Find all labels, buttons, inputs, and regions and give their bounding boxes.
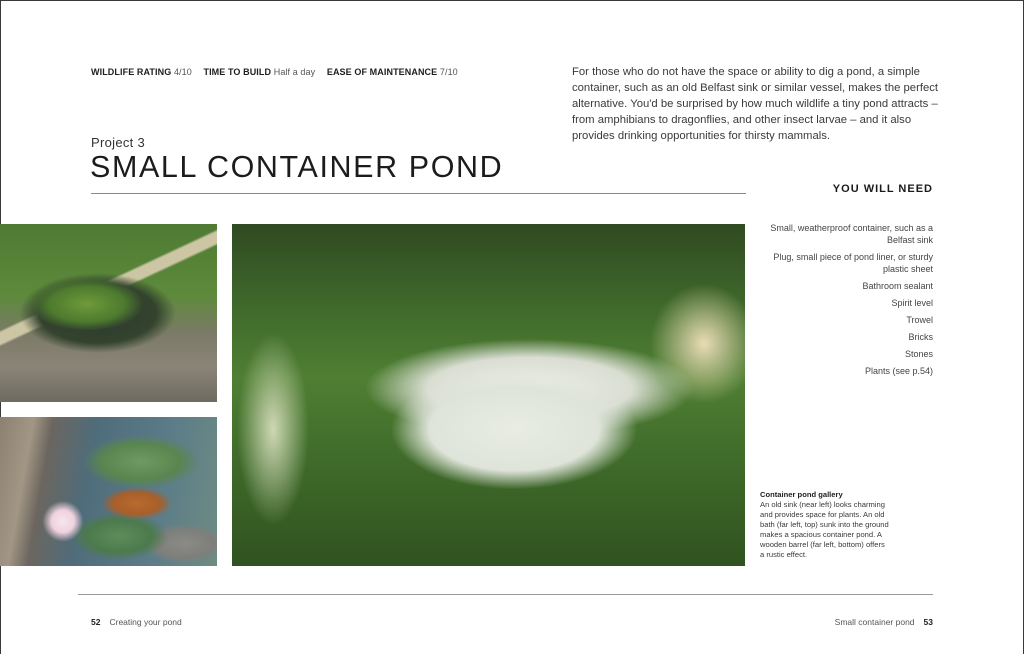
photo-caption bbox=[760, 490, 890, 560]
photo-barrel-pond bbox=[0, 417, 217, 566]
you-will-need-heading: YOU WILL NEED bbox=[832, 183, 933, 195]
stat-label-time: TIME TO BUILD bbox=[203, 67, 272, 77]
page-number-left: 52 bbox=[91, 617, 101, 627]
footer-divider bbox=[78, 594, 933, 595]
list-item: Stones bbox=[904, 349, 933, 359]
project-number: Project 3 bbox=[91, 135, 146, 150]
list-item: Small, weatherproof container, such as a Belfast sink bbox=[770, 223, 933, 245]
list-item: Spirit level bbox=[891, 298, 933, 308]
stat-value-time: Half a day bbox=[273, 67, 316, 77]
list-item: Bricks bbox=[908, 332, 933, 342]
stat-value-wildlife: 4/10 bbox=[173, 67, 192, 77]
caption-body: An old sink (near left) looks charming and provides space for plants. An old bath (far left, top) sunk into the ground makes a spacious container pond. A wooden barrel (far left, bottom) offers a rustic effect. bbox=[760, 500, 889, 559]
caption-title: Container pond gallery bbox=[760, 490, 843, 499]
list-item: Trowel bbox=[906, 315, 933, 325]
title-divider bbox=[91, 193, 746, 194]
project-stats bbox=[91, 67, 467, 77]
page-number-right: 53 bbox=[923, 617, 933, 627]
running-head-left: Creating your pond bbox=[109, 617, 182, 627]
footer-right bbox=[835, 617, 933, 627]
intro-paragraph: For those who do not have the space or ability to dig a pond, a simple container, such as an old Belfast sink or similar vessel, makes the perfect alternative. You'd be surprised by how much wildlife a tiny pond attracts – from amphibians to dragonflies, and other insect larvae – and it also provides drinking opportunities for thirsty mammals. bbox=[572, 66, 939, 142]
stat-value-maintenance: 7/10 bbox=[439, 67, 458, 77]
stat-label-wildlife: WILDLIFE RATING bbox=[91, 67, 172, 77]
list-item: Bathroom sealant bbox=[862, 281, 933, 291]
running-head-right: Small container pond bbox=[834, 617, 915, 627]
materials-list bbox=[760, 222, 933, 382]
photo-sunken-bath-pond bbox=[0, 224, 217, 402]
page-title: SMALL CONTAINER POND bbox=[90, 150, 504, 184]
photo-sink-pond bbox=[232, 224, 745, 566]
footer-left bbox=[91, 617, 182, 627]
list-item: Plug, small piece of pond liner, or sturdy plastic sheet bbox=[773, 252, 933, 274]
list-item: Plants (see p.54) bbox=[864, 366, 933, 376]
stat-label-maintenance: EASE OF MAINTENANCE bbox=[326, 67, 438, 77]
